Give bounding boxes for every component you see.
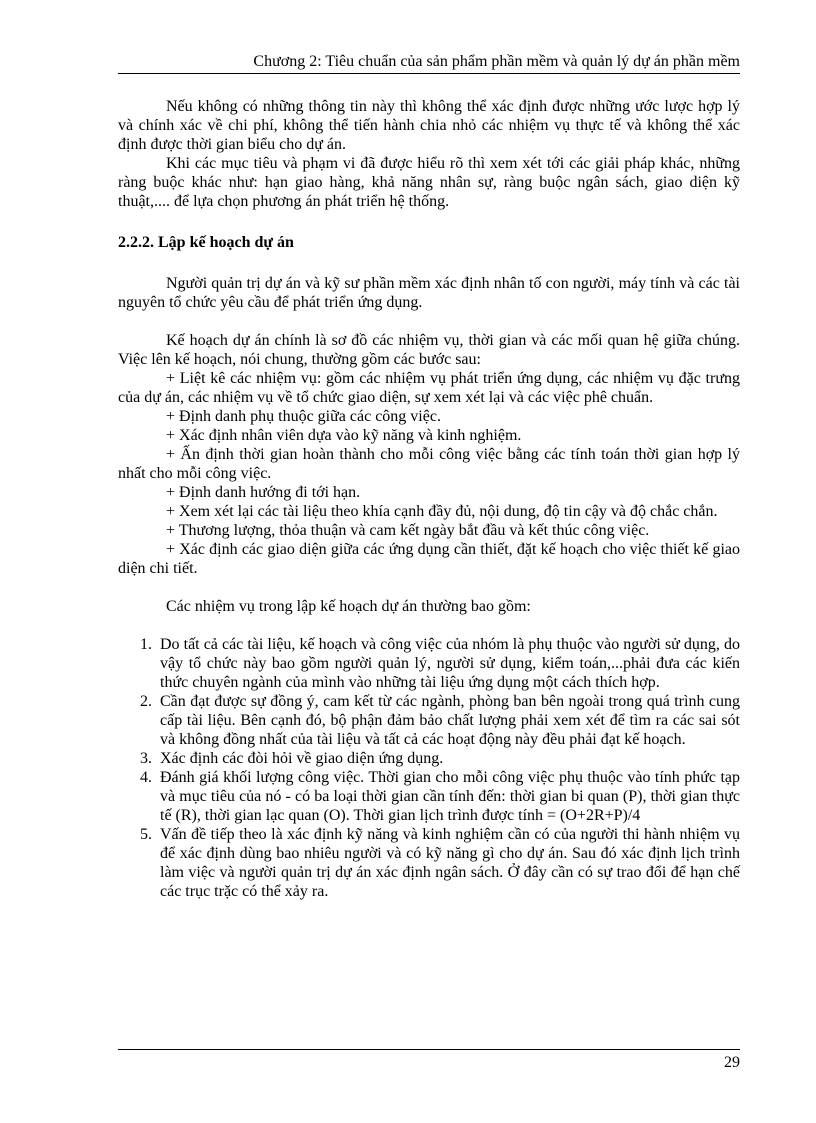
task-number: 4. — [140, 769, 152, 786]
running-header: Chương 2: Tiêu chuẩn của sản phẩm phần mềm và quản lý dự án phần mềm — [253, 53, 740, 70]
planning-step: + Xác định nhân viên dựa vào kỹ năng và kinh nghiệm. — [166, 427, 522, 444]
footer-rule — [118, 1049, 740, 1050]
planning-step: + Ấn định thời gian hoàn thành cho mỗi công việc bằng các tính toán thời gian hợp lý nhất cho mỗi công việc. — [118, 446, 740, 482]
planning-step: + Thương lượng, thỏa thuận và cam kết ngày bắt đầu và kết thúc công việc. — [166, 522, 650, 539]
task-item — [118, 635, 740, 692]
task-text: Đánh giá khối lượng công việc. Thời gian cho mỗi công việc phụ thuộc vào tính phức tạp và mục tiêu của nó - có ba loại thời gian cần tính đến: thời gian bi quan (P), thời gian thực tế (R), thời gian lạc quan (O). Thời gian lịch trình được tính = (O+2R+P)/4 — [160, 769, 740, 824]
section-paragraph-2: Kế hoạch dự án chính là sơ đồ các nhiệm vụ, thời gian và các mối quan hệ giữa chúng. Việc lên kế hoạch, nói chung, thường gồm các bước sau: — [118, 332, 740, 368]
task-text: Xác định các đòi hỏi về giao diện ứng dụng. — [160, 750, 444, 767]
task-number: 5. — [140, 826, 152, 843]
task-number: 3. — [140, 750, 152, 767]
header-rule — [118, 73, 740, 74]
intro-paragraph-2: Khi các mục tiêu và phạm vi đã được hiểu rõ thì xem xét tới các giải pháp khác, những ràng buộc khác như: hạn giao hàng, khả năng nhân sự, ràng buộc ngân sách, giao diện kỹ thuật,.... để lựa chọn phương án phát triển hệ thống. — [118, 155, 740, 210]
planning-step: + Định danh hướng đi tới hạn. — [166, 484, 361, 501]
tasks-intro: Các nhiệm vụ trong lập kế hoạch dự án thường bao gồm: — [166, 598, 531, 615]
section-heading: 2.2.2. Lập kế hoạch dự án — [118, 234, 294, 251]
task-list — [118, 635, 740, 901]
task-number: 1. — [140, 636, 152, 653]
planning-step: + Định danh phụ thuộc giữa các công việc. — [166, 408, 441, 425]
planning-step: + Xác định các giao diện giữa các ứng dụng cần thiết, đặt kế hoạch cho việc thiết kế giao diện chi tiết. — [118, 541, 740, 577]
intro-paragraph-1: Nếu không có những thông tin này thì không thể xác định được những ước lược hợp lý và chính xác về chi phí, không thể tiến hành chia nhỏ các nhiệm vụ thực tế và không thể xác định được thời gian biểu cho dự án. — [118, 98, 740, 153]
page-body — [118, 97, 740, 901]
task-number: 2. — [140, 693, 152, 710]
page-number: 29 — [724, 1054, 740, 1071]
task-item — [118, 692, 740, 749]
planning-step: + Liệt kê các nhiệm vụ: gồm các nhiệm vụ phát triển ứng dụng, các nhiệm vụ đặc trưng của dự án, các nhiệm vụ về tổ chức giao diện, sự xem xét lại và các việc phê chuẩn. — [118, 370, 740, 406]
task-text: Vấn đề tiếp theo là xác định kỹ năng và kinh nghiệm cần có của người thi hành nhiệm vụ để xác định dùng bao nhiêu người và có kỹ năng gì cho dự án. Sau đó xác định lịch trình làm việc và người quản trị dự án xác định ngân sách. Ở đây cần có sự trao đổi để hạn chế các trục trặc có thể xảy ra. — [160, 826, 740, 900]
task-text: Do tất cả các tài liệu, kế hoạch và công việc của nhóm là phụ thuộc vào người sử dụng, do vậy tổ chức này bao gồm người quản lý, người sử dụng, kiểm toán,...phải đưa các kiến thức chuyên ngành của mình vào những tài liệu ứng dụng một cách thích hợp. — [160, 636, 740, 691]
task-item — [118, 749, 740, 768]
task-text: Cần đạt được sự đồng ý, cam kết từ các ngành, phòng ban bên ngoài trong quá trình cung cấp tài liệu. Bên cạnh đó, bộ phận đảm bảo chất lượng phải xem xét để tìm ra các sai sót và không đồng nhất của tài liệu và tất cả các hoạt động này đều phải đạt kế hoạch. — [160, 693, 740, 748]
task-item — [118, 768, 740, 825]
section-paragraph-1: Người quản trị dự án và kỹ sư phần mềm xác định nhân tố con người, máy tính và các tài nguyên tổ chức yêu cầu để phát triển ứng dụng. — [118, 275, 740, 311]
planning-step: + Xem xét lại các tài liệu theo khía cạnh đầy đủ, nội dung, độ tin cậy và độ chắc chắn. — [166, 503, 718, 520]
task-item — [118, 825, 740, 901]
